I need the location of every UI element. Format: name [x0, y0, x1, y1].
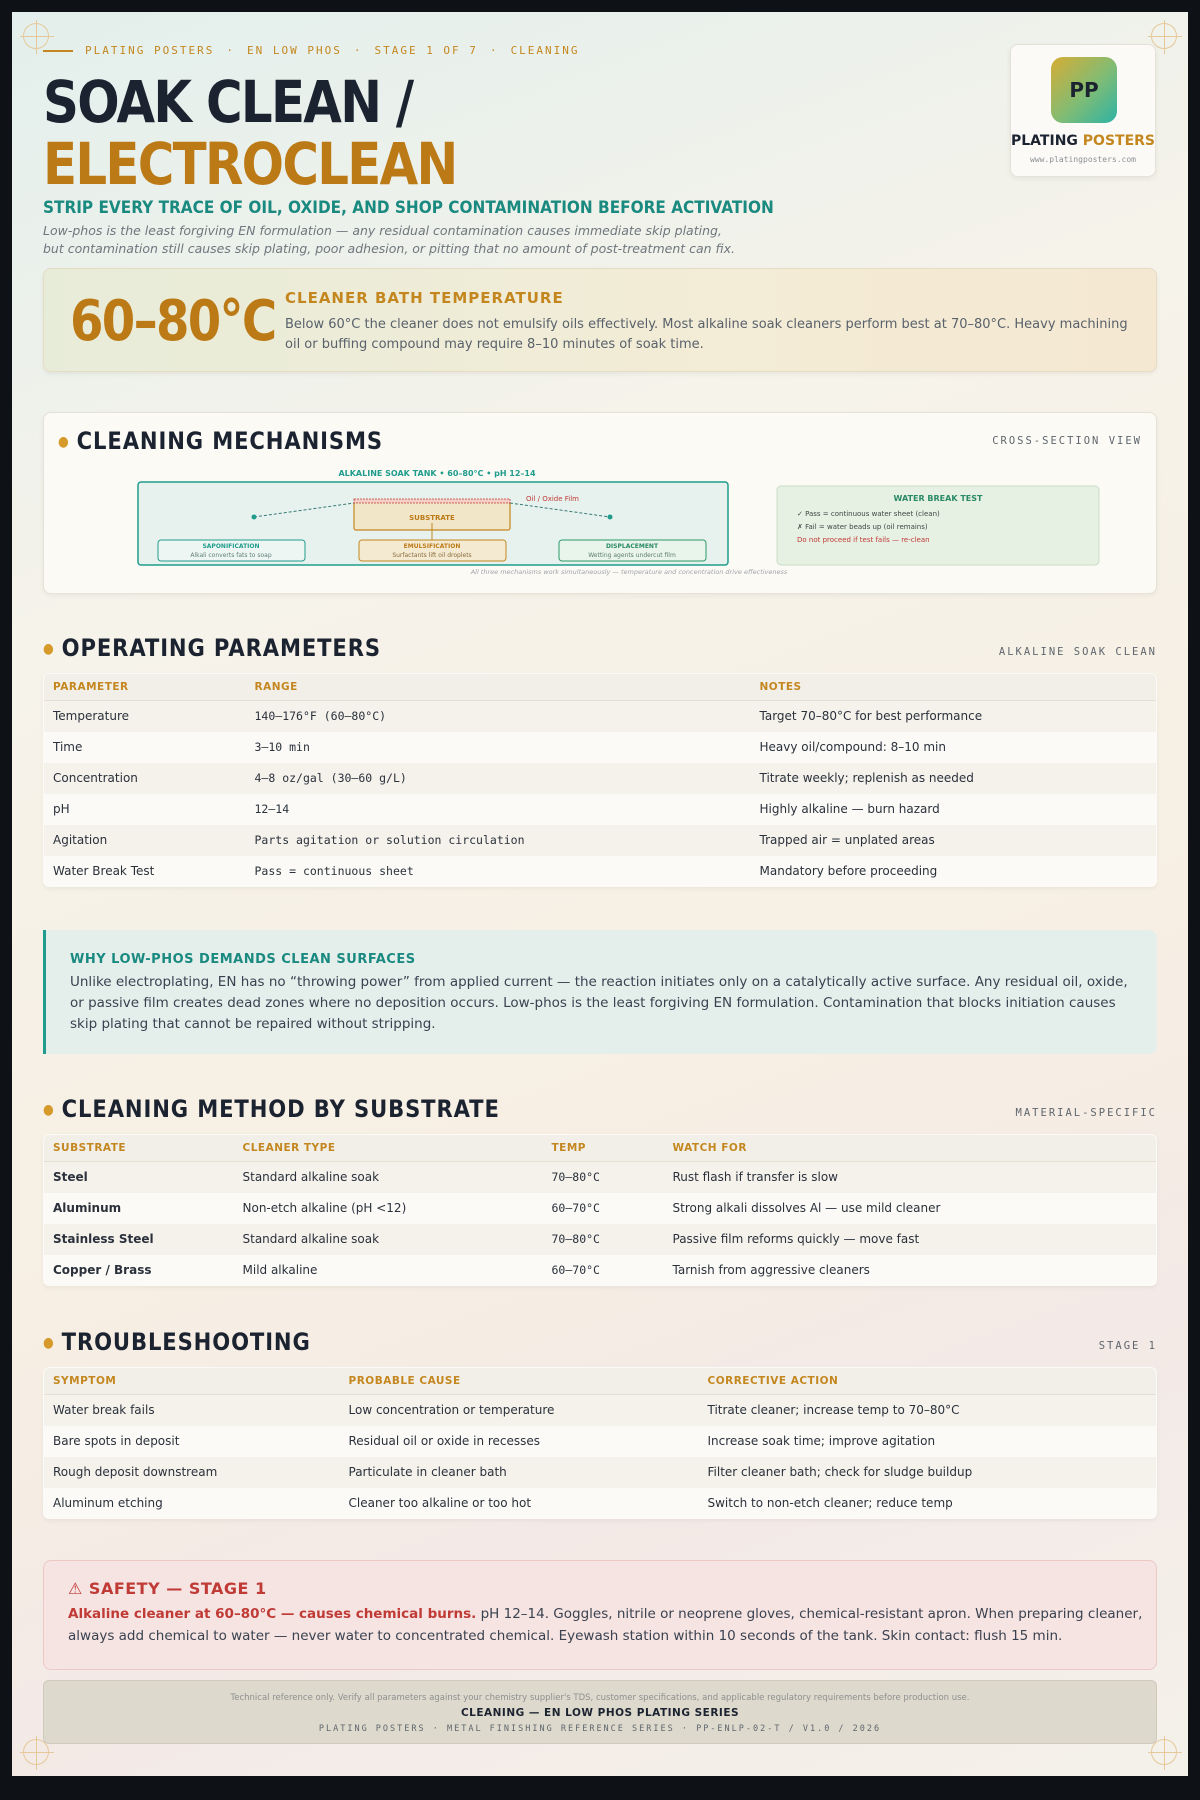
breadcrumb-separator: ·	[226, 44, 235, 57]
mechanisms-caption: All three mechanisms work simultaneously — temperature and concentration drive effectiveness	[470, 568, 788, 576]
droplet-icon	[608, 515, 613, 520]
safety-text	[68, 1603, 1143, 1647]
table-cell: 70–80°C	[543, 1162, 664, 1193]
table-row	[44, 1162, 1157, 1193]
column-header: SUBSTRATE	[44, 1135, 234, 1162]
page-subtitle: STRIP EVERY TRACE OF OIL, OXIDE, AND SHOP CONTAMINATION BEFORE ACTIVATION	[43, 198, 774, 218]
page-description: Low-phos is the least forgiving EN formulation — any residual contamination causes immediate skip plating, but contamination still causes skip plating, poor adhesion, or pitting that no amount of post-treatment can fix.	[43, 223, 735, 256]
substrate-table	[43, 1134, 1157, 1286]
operating-table	[43, 673, 1157, 887]
table-cell: Standard alkaline soak	[234, 1162, 543, 1193]
table-cell: Non-etch alkaline (pH <12)	[242, 1201, 407, 1215]
column-header: RANGE	[246, 674, 751, 701]
table-row	[44, 701, 1157, 732]
table-cell: Temperature	[44, 701, 246, 732]
logo-url: www.platingposters.com	[1030, 155, 1136, 164]
table-header-row	[44, 1135, 1157, 1162]
table-row	[44, 794, 1157, 825]
logo-name-part2: POSTERS	[1082, 133, 1156, 149]
table-cell: Passive film reforms quickly — move fast	[664, 1224, 1157, 1255]
safety-box	[43, 1560, 1157, 1670]
table-cell: Filter cleaner bath; check for sludge buildup	[699, 1457, 1157, 1488]
table-cell: Aluminum	[53, 1201, 122, 1215]
mechanism-name: DISPLACEMENT	[605, 543, 659, 550]
mechanism-name: SAPONIFICATION	[202, 543, 260, 550]
callout-text: Unlike electroplating, EN has no “throwing power” from applied current — the reaction initiates only on a catalytically active surface. Any residual oil, oxide, or passive film creates dead zones where no deposition occurs. Low-phos is the least forgiving EN formulation. Contamination that blocks initiation causes skip plating that cannot be repaired without stripping.	[70, 974, 1128, 1032]
table-cell: Tarnish from aggressive cleaners	[672, 1262, 870, 1277]
table-cell: Low concentration or temperature	[340, 1395, 699, 1426]
troubleshooting-title-text: TROUBLESHOOTING	[61, 1328, 311, 1356]
table-cell: 70–80°C	[543, 1224, 664, 1255]
troubleshooting-table	[43, 1367, 1157, 1519]
substrate-tag: MATERIAL-SPECIFIC	[1015, 1107, 1157, 1119]
table-row	[44, 1457, 1157, 1488]
table-cell: Strong alkali dissolves Al — use mild cleaner	[672, 1201, 941, 1215]
table-cell: Agitation	[44, 825, 246, 856]
temperature-heading: CLEANER BATH TEMPERATURE	[285, 289, 564, 307]
safety-body: pH 12–14. Goggles, nitrile or neoprene gloves, chemical-resistant apron. When preparing cleaner, always add chemical to water — never water to concentrated chemical. Eyewash station within 10 seconds of the tank. Skin contact: flush 15 min.	[68, 1606, 1143, 1644]
table-cell: 4–8 oz/gal (30–60 g/L)	[246, 763, 751, 794]
table-cell: Increase soak time; improve agitation	[707, 1434, 936, 1448]
poster	[12, 12, 1188, 1776]
breadcrumb-item: PLATING POSTERS	[85, 44, 215, 57]
table-header-row	[44, 674, 1157, 701]
table-cell: 60–70°C	[551, 1201, 600, 1215]
breadcrumb-separator: ·	[353, 44, 363, 57]
film-label: Oil / Oxide Film	[526, 495, 580, 503]
table-cell: pH	[53, 802, 70, 816]
table-row	[44, 1426, 1157, 1457]
troubleshooting-tag: STAGE 1	[1098, 1340, 1157, 1352]
mechanism-name: EMULSIFICATION	[403, 543, 461, 550]
breadcrumb-separator: ·	[489, 44, 499, 57]
section-bullet-icon: ●	[58, 434, 70, 450]
table-cell: Residual oil or oxide in recesses	[348, 1434, 541, 1448]
column-header: TEMP	[543, 1135, 664, 1162]
table-header-row	[44, 1368, 1157, 1395]
operating-tag: ALKALINE SOAK CLEAN	[998, 646, 1157, 658]
column-header: CORRECTIVE ACTION	[699, 1368, 1157, 1395]
mechanisms-title-text: CLEANING MECHANISMS	[76, 427, 383, 455]
operating-title-text: OPERATING PARAMETERS	[61, 634, 381, 662]
low-phos-callout	[43, 930, 1157, 1054]
water-break-pass: ✓ Pass = continuous water sheet (clean)	[797, 510, 940, 518]
section-bullet-icon: ●	[43, 1335, 55, 1351]
callout-heading: WHY LOW-PHOS DEMANDS CLEAN SURFACES	[70, 952, 416, 967]
table-cell: Bare spots in deposit	[53, 1434, 180, 1448]
table-row	[44, 1193, 1157, 1224]
table-cell: 140–176°F (60–80°C)	[246, 701, 751, 732]
breadcrumb-item: STAGE 1 OF 7	[374, 44, 478, 57]
table-cell: Copper / Brass	[53, 1262, 152, 1277]
table-row	[44, 825, 1157, 856]
corner-mark-icon	[1151, 23, 1177, 49]
water-break-warning: Do not proceed if test fails — re-clean	[797, 536, 930, 544]
droplet-icon	[252, 515, 257, 520]
water-break-fail: ✗ Fail = water beads up (oil remains)	[797, 523, 928, 531]
table-cell: Pass = continuous sheet	[254, 863, 414, 878]
breadcrumb-item: CLEANING	[510, 44, 580, 57]
safety-heading: ⚠ SAFETY — STAGE 1	[68, 1579, 267, 1598]
footer-disclaimer: Technical reference only. Verify all parameters against your chemistry supplier's TDS, customer specifications, and applicable regulatory requirements before production use.	[230, 1693, 970, 1703]
substrate-title	[43, 1095, 500, 1123]
table-row	[44, 1255, 1157, 1286]
page-title-line1: SOAK CLEAN /	[43, 68, 413, 136]
column-header: PARAMETER	[44, 674, 246, 701]
table-cell: Time	[53, 740, 83, 754]
column-header: CLEANER TYPE	[234, 1135, 543, 1162]
table-row	[44, 732, 1157, 763]
mechanism-desc: Wetting agents undercut film	[588, 552, 676, 559]
table-cell: Rust flash if transfer is slow	[664, 1162, 1157, 1193]
logo-mark-icon: PP	[1051, 57, 1117, 123]
table-row	[44, 1224, 1157, 1255]
table-cell: Switch to non-etch cleaner; reduce temp	[707, 1495, 953, 1510]
water-break-title: WATER BREAK TEST	[893, 494, 983, 503]
table-cell: Water Break Test	[53, 863, 155, 878]
table-cell: Trapped air = unplated areas	[751, 825, 1157, 856]
table-cell: Parts agitation or solution circulation	[246, 825, 751, 856]
mechanisms-title	[58, 427, 383, 455]
footer	[43, 1680, 1157, 1744]
table-cell: Highly alkaline — burn hazard	[759, 802, 940, 816]
substrate-title-text: CLEANING METHOD BY SUBSTRATE	[61, 1095, 500, 1123]
table-cell: 12–14	[254, 802, 290, 816]
table-cell: Standard alkaline soak	[234, 1224, 543, 1255]
substrate-label: SUBSTRATE	[409, 514, 455, 522]
oil-film	[354, 499, 510, 503]
operating-title	[43, 634, 381, 662]
table-cell: Mandatory before proceeding	[759, 863, 938, 878]
table-cell: Steel	[44, 1162, 234, 1193]
table-cell: Concentration	[44, 763, 246, 794]
table-cell: Water break fails	[44, 1395, 340, 1426]
temperature-value: 60–80°C	[70, 289, 276, 354]
logo-name	[1011, 133, 1155, 149]
table-cell: Particulate in cleaner bath	[340, 1457, 699, 1488]
column-header: WATCH FOR	[664, 1135, 1157, 1162]
troubleshooting-title	[43, 1328, 311, 1356]
table-row	[44, 1488, 1157, 1519]
table-cell: Cleaner too alkaline or too hot	[348, 1495, 532, 1510]
mechanisms-tag: CROSS-SECTION VIEW	[992, 435, 1142, 447]
tank-label: ALKALINE SOAK TANK • 60–80°C • pH 12–14	[338, 469, 536, 478]
mechanism-desc: Alkali converts fats to soap	[190, 552, 272, 559]
breadcrumb-bar-icon	[43, 50, 73, 52]
section-bullet-icon: ●	[43, 1102, 55, 1118]
mechanisms-diagram	[44, 463, 1154, 583]
table-row	[44, 763, 1157, 794]
logo-name-part1: PLATING	[1011, 133, 1078, 149]
mechanism-desc: Surfactants lift oil droplets	[392, 552, 472, 559]
table-cell: Target 70–80°C for best performance	[751, 701, 1157, 732]
table-cell: Titrate cleaner; increase temp to 70–80°C	[699, 1395, 1157, 1426]
temperature-card	[43, 268, 1157, 372]
table-cell: Mild alkaline	[242, 1262, 318, 1277]
table-cell: 60–70°C	[551, 1262, 600, 1277]
footer-meta: PLATING POSTERS · METAL FINISHING REFERENCE SERIES · PP-ENLP-02-T / V1.0 / 2026	[318, 1724, 882, 1734]
table-cell: Stainless Steel	[44, 1224, 234, 1255]
logo-card	[1010, 44, 1156, 177]
table-cell: 3–10 min	[254, 740, 310, 754]
table-cell: Aluminum etching	[53, 1495, 163, 1510]
breadcrumb-item: EN LOW PHOS	[246, 44, 342, 57]
breadcrumb	[43, 44, 580, 57]
footer-series: CLEANING — EN LOW PHOS PLATING SERIES	[460, 1707, 740, 1719]
column-header: PROBABLE CAUSE	[340, 1368, 699, 1395]
temperature-text: Below 60°C the cleaner does not emulsify oils effectively. Most alkaline soak cleaners perform best at 70–80°C. Heavy machining oil or buffing compound may require 8–10 minutes of soak time.	[285, 317, 1128, 352]
table-cell: Rough deposit downstream	[44, 1457, 340, 1488]
section-bullet-icon: ●	[43, 641, 55, 657]
column-header: SYMPTOM	[44, 1368, 340, 1395]
mechanisms-card	[43, 412, 1157, 594]
safety-highlight: Alkaline cleaner at 60–80°C — causes chemical burns.	[68, 1606, 477, 1622]
column-header: NOTES	[751, 674, 1157, 701]
corner-mark-icon	[1151, 1739, 1177, 1765]
table-row	[44, 856, 1157, 887]
table-cell: Heavy oil/compound: 8–10 min	[759, 740, 946, 754]
table-row	[44, 1395, 1157, 1426]
table-cell: Titrate weekly; replenish as needed	[751, 763, 1157, 794]
page-title-line2: ELECTROCLEAN	[43, 130, 457, 198]
